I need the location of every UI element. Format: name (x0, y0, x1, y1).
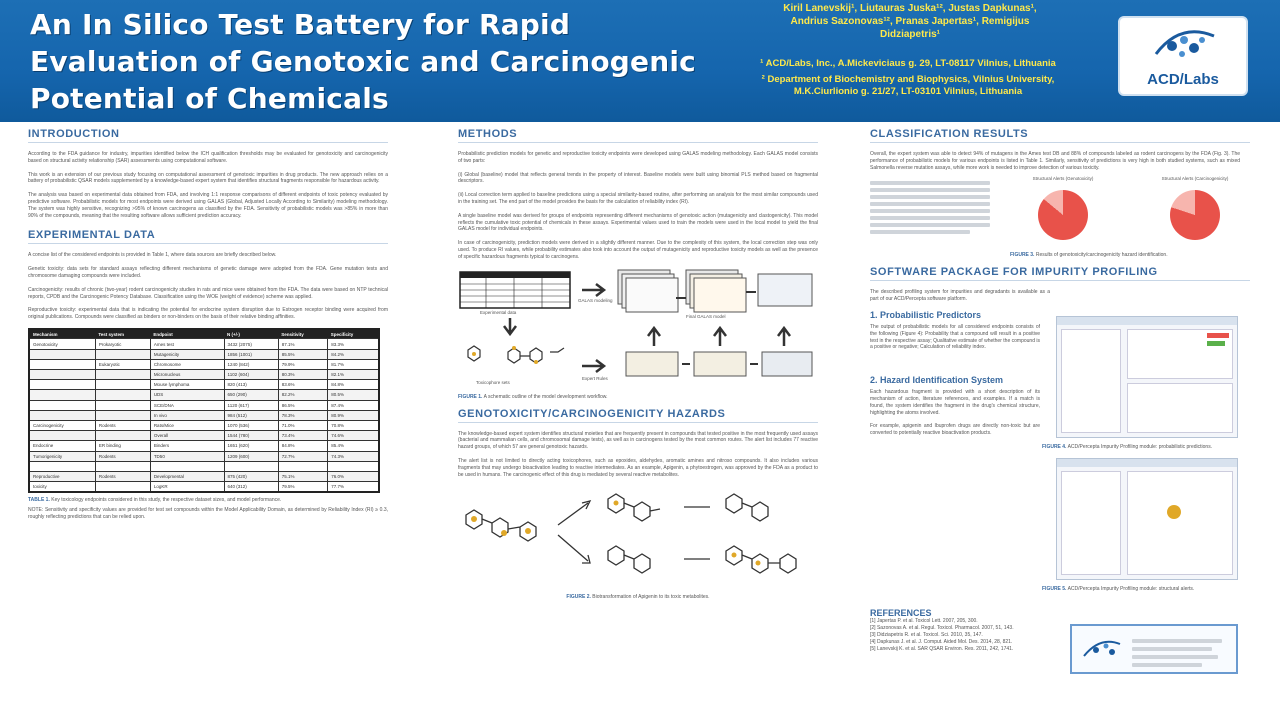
table-cell: 83.3% (328, 339, 379, 349)
table-cell: 1120 (617) (224, 400, 278, 410)
probabilistic-predictors-heading: 1. Probabilistic Predictors (870, 309, 982, 320)
table-cell: SCE/DNA (150, 400, 224, 410)
table-row (29, 441, 379, 451)
methods-paragraph-1: Probabilistic prediction models for genetic and reproductive toxicity endpoints were developed using GALAS modeling methodology. Each GALAS model consists of two parts: (458, 151, 818, 164)
methods-paragraph-4: A single baseline model was derived for groups of endpoints representing different mechanisms of genotoxic action (mutagenicity and clastogenicity). This model reflects the cumulative toxic potential of chemicals in these assays. Experimental values used to train the models were used in the local model to yield the final GALAS model for individual endpoints. (458, 212, 818, 233)
table-cell (278, 461, 327, 471)
figure-5-caption-label: FIGURE 5. (1042, 586, 1067, 592)
table-cell (29, 410, 95, 420)
table-cell (95, 370, 150, 380)
table-cell: Micronucleus (150, 370, 224, 380)
logo-brand-text: ACD/Labs (1147, 71, 1219, 88)
intro-paragraph-2: This work is an extension of our previous study focusing on computational assessment of genotoxic impurities in drug products. The new approach relies on a battery of probabilistic QSAR models supplemented by a knowledge-based expert system that identifies structural fragments responsible for hazardous activity. (28, 171, 388, 185)
table-cell: Rodents (95, 420, 150, 430)
table-cell (29, 461, 95, 471)
table-cell: 1240 (842) (224, 359, 278, 369)
workflow-figure (458, 268, 818, 390)
pie-label-genotoxicity: Structural Alerts (Genotoxicity) (1032, 176, 1094, 182)
table-cell: Developmental (150, 471, 224, 481)
genotoxicity-heading: GENOTOXICITY/CARCINOGENICITY HAZARDS (458, 408, 818, 423)
table-cell: Mutagenicity (150, 349, 224, 359)
table-header-cell: Specificity (328, 329, 379, 339)
label-final-galas-model: Final GALAS model (686, 313, 726, 319)
table-cell: 984 (512) (224, 410, 278, 420)
table-cell: 73.4% (278, 431, 327, 441)
table-header-cell: Test system (95, 329, 150, 339)
table-cell (29, 400, 95, 410)
table-cell (95, 431, 150, 441)
references-heading: REFERENCES (870, 608, 932, 618)
label-expert-rules: Expert Rules (582, 375, 608, 381)
poster-affiliations (758, 58, 1058, 99)
table-cell: 1209 (600) (224, 451, 278, 461)
genotoxicity-paragraph-2: The alert list is not limited to directly acting toxicophores, such as epoxides, aldehydes, aromatic amines and nitroso compounds. It also includes various fragments that may undergo bioactivation leading to reactive intermediates. As an example, Apigenin, a phytoestrogen, was approved by the FDA as a product to be used in humans. The carcinogenic effect of this drug is mediated by several reactive metabolites. (458, 457, 818, 478)
figure-2-caption-label: FIGURE 2. (566, 594, 591, 601)
table-cell: 875 (420) (224, 471, 278, 481)
table-body (29, 339, 379, 492)
table-cell: 77.7% (328, 482, 379, 492)
classification-pie-figure (870, 176, 1250, 248)
reference-item: [1] Japertas P. et al. Toxicol Lett. 2007, 205, 300. (870, 618, 978, 624)
column-right (870, 128, 1250, 652)
figure-2-caption (458, 594, 818, 600)
table-cell: 1102 (604) (224, 370, 278, 380)
table-cell: 1856 (1001) (224, 349, 278, 359)
table-cell: Prokaryotic (95, 339, 150, 349)
table-cell: 76.0% (328, 471, 379, 481)
table-row (29, 370, 379, 380)
poster-title: An In Silico Test Battery for Rapid Evaluation of Genotoxic and Carcinogenic Potential of Chemicals (30, 8, 696, 115)
table-cell: 84.2% (328, 349, 379, 359)
intro-paragraph-1: According to the FDA guidance for industry, impurities identified below the ICH qualification thresholds may be evaluated for genotoxicity and carcinogenicity based on structural activity relationship (SAR) assessments using computational software. (28, 151, 388, 164)
pie-label-carcinogenicity: Structural Alerts (Carcinogenicity) (1161, 176, 1229, 182)
hazard-identification-paragraph-2: For example, apigenin and Ibuprofen drugs are directly non-toxic but are converted to potentially reactive bioactivation products. (870, 423, 1040, 437)
table-cell: 74.3% (328, 451, 379, 461)
table-cell: Endocrine (29, 441, 95, 451)
table-cell (95, 349, 150, 359)
figure-5-caption-text: ACD/Percepta Impurity Profiling module: structural alerts. (1067, 586, 1195, 592)
classification-paragraph: Overall, the expert system was able to detect 94% of mutagens in the Ames test DB and 88% of compounds labeled as rodent carcinogens by the FDA (Fig. 3). The performance of probabilistic models for various endpoints is listed in Table 1. Similarly, sensitivity of predictions is very high in both studied systems, such as mixed Salmonella reverse mutation assays, while more work is needed to improve detection of various toxicity. (870, 151, 1240, 171)
table-caption (28, 497, 388, 503)
table-cell (95, 400, 150, 410)
label-experimental-data: Experimental data (480, 309, 517, 315)
table-cell: 75.1% (278, 471, 327, 481)
column-left (28, 128, 388, 527)
table-cell: Rats/Mice (150, 420, 224, 430)
table-row (29, 420, 379, 430)
table-cell (29, 380, 95, 390)
table-cell: 84.8% (328, 380, 379, 390)
table-cell: 86.5% (278, 400, 327, 410)
table-cell: 87.1% (278, 339, 327, 349)
experimental-paragraph-3: Carcinogenicity: results of chronic (two-year) rodent carcinogenicity studies in rats and mice were obtained from the FDA. The data were based on NTP technical reports, CPDB and the Carcinogenic Potency Database. Classification using the WOE (weight of evidence) scheme was applied. (28, 286, 388, 300)
table-cell: 70.8% (328, 420, 379, 430)
reference-item: [2] Sazonovas A. et al. Regul. Toxicol. Pharmacol. 2007, 51, 143. (870, 625, 1014, 631)
table-row (29, 482, 379, 492)
table-cell: 820 (413) (224, 380, 278, 390)
table-cell (95, 390, 150, 400)
poster-header (0, 0, 1280, 122)
table-cell: 1070 (536) (224, 420, 278, 430)
figure-2-caption-text: Biotransformation of Apigenin to its toxic metabolites. (592, 594, 710, 601)
experimental-paragraph-4: Reproductive toxicity: experimental data that is indicating the potential for endocrine system disruption due to Estrogen receptor binding were acquired from original publications. Compounds were classified as binders or non-binders on the basis of their relative binding affinities. (28, 307, 388, 321)
table-cell: Ames test (150, 339, 224, 349)
table-note: NOTE: Sensitivity and specificity values are provided for test set compounds within the Model Applicability Domain, as determined by Reliability Index (RI) ≥ 0.3, roughly reflecting predictions that can be relied upon. (28, 506, 388, 520)
label-galas-modeling: GALAS modeling (578, 297, 613, 303)
figure-3-caption (1010, 252, 1250, 258)
table-cell: In vivo (150, 410, 224, 420)
experimental-heading: EXPERIMENTAL DATA (28, 229, 388, 244)
table-cell: 1651 (620) (224, 441, 278, 451)
table-cell: Carcinogenicity (29, 420, 95, 430)
table-row (29, 451, 379, 461)
table-cell (95, 482, 150, 492)
hazard-identification-paragraph-1: Each hazardous fragment is provided with a short description of its mechanism of action, literature references, and examples. If a match is found, the system identifies the fragment in the drug's chemical structure, highlighting the atoms involved. (870, 389, 1040, 416)
table-cell: 78.3% (278, 410, 327, 420)
table-cell: Overall (150, 431, 224, 441)
table-cell: 80.3% (278, 370, 327, 380)
toxicophore-structures-graphic (468, 346, 564, 364)
table-cell: 87.4% (328, 400, 379, 410)
software-paragraph: The described profiling system for impurities and degradants is available as a part of our ACD/Percepta software platform. (870, 289, 1050, 303)
table-cell: 85.5% (278, 349, 327, 359)
table-caption-text: Key toxicology endpoints considered in this study, the respective dataset sizes, and model performance. (51, 496, 282, 503)
classification-heading: CLASSIFICATION RESULTS (870, 128, 1250, 143)
table-row (29, 410, 379, 420)
table-cell: 85.4% (328, 441, 379, 451)
figure-3-caption-text: Results of genotoxicity/carcinogenicity hazard identification. (1035, 252, 1168, 259)
footer-logo-box (1070, 624, 1238, 674)
experimental-data-table-graphic (460, 272, 570, 308)
table-cell: Mouse lymphoma (150, 380, 224, 390)
table-cell (95, 410, 150, 420)
software-screenshot-probabilistic (1056, 316, 1238, 438)
intro-paragraph-3: The analysis was based on experimental data obtained from FDA, and involving 1:1 response comparisons of different endpoints of toxic potency evaluated by predictive software. Probabilistic models for most endpoints were derived using GALAS (Global, Adjusted Locally According to Similarity) modeling methodology. The system was highly sensitive, recognizing >95% of known carcinogens as classified by the FDA. Sensitivity of probabilistic models was >85% in more than 90% of the compounds, meaning that the resulting software allows sufficient prediction accuracy. (28, 192, 388, 219)
table-cell (29, 370, 95, 380)
software-screenshot-alerts (1056, 458, 1238, 580)
probabilistic-predictors-paragraph: The output of probabilistic models for all considered endpoints consists of the following (Figure 4): Probability that a compound will result in a positive test in the respective assay; Qualitative estimate of whether the compound is a positive or negative; Calculation of reliability index. (870, 323, 1040, 351)
table-cell: 71.0% (278, 420, 327, 430)
table-header-cell: Mechanism (29, 329, 95, 339)
table-cell (29, 390, 95, 400)
table-cell: LogKR (150, 482, 224, 492)
methods-heading: METHODS (458, 128, 818, 143)
table-cell (29, 359, 95, 369)
table-cell: Chromosome (150, 359, 224, 369)
table-cell: 82.2% (278, 390, 327, 400)
genotoxicity-paragraph-1: The knowledge-based expert system identifies structural moieties that are frequently present in compounds that tested positive in the most frequently used assays (bacterial and mammalian cells, and chromosomal damage tests), as well as in carcinogens tested by the most common routes. The alert list includes 77 reactive hazard groups, of which 57 are general genotoxic hazards. (458, 430, 818, 451)
table-cell: UDS (150, 390, 224, 400)
figure-1-caption-text: A schematic outline of the model development workflow. (483, 393, 608, 400)
table-cell: Tumorigenicity (29, 451, 95, 461)
acd-labs-logo (1118, 16, 1248, 96)
figure-3-caption-label: FIGURE 3. (1010, 252, 1035, 259)
figure-4-caption-text: ACD/Percepta Impurity Profiling module: probabilistic predictions. (1067, 444, 1213, 450)
table-header-cell: Endpoint (150, 329, 224, 339)
table-cell: 80.9% (328, 410, 379, 420)
table-cell: Binders (150, 441, 224, 451)
table-cell: 82.1% (328, 370, 379, 380)
table-cell: ER binding (95, 441, 150, 451)
figure-1-caption (458, 394, 818, 400)
reference-item: [3] Didziapetris R. et al. Toxicol. Sci. 2010, 35, 147. (870, 632, 983, 638)
table-cell: 80.5% (328, 390, 379, 400)
endpoints-table (28, 328, 380, 493)
experimental-paragraph-2: Genetic toxicity: data sets for standard assays reflecting different mechanisms of genetic damage were adopted from the FDA. Gene mutation tests and chromosome damaging compounds were included. (28, 266, 388, 279)
table-cell: Rodents (95, 451, 150, 461)
table-cell: 84.8% (278, 441, 327, 451)
table-cell: 81.7% (328, 359, 379, 369)
table-cell: 640 (312) (224, 482, 278, 492)
table-row (29, 400, 379, 410)
table-cell (95, 380, 150, 390)
table-row (29, 461, 379, 471)
figure-5-caption (1042, 586, 1242, 592)
molecule-logo-icon (1150, 24, 1220, 68)
table-cell: 72.7% (278, 451, 327, 461)
methods-paragraph-2: (i) Global (baseline) model that reflects general trends in the property of interest. Baseline models were built using binomial PLS method based on fragmental descriptors. (458, 171, 818, 185)
table-cell: 79.9% (278, 359, 327, 369)
software-heading: SOFTWARE PACKAGE FOR IMPURITY PROFILING (870, 266, 1250, 281)
table-cell: 650 (290) (224, 390, 278, 400)
footer-logo-icon (1082, 636, 1122, 664)
table-row (29, 339, 379, 349)
table-cell: 79.5% (278, 482, 327, 492)
table-cell: toxicity (29, 482, 95, 492)
table-row (29, 471, 379, 481)
table-header-cell: N (+/-) (224, 329, 278, 339)
workflow-diagram (458, 268, 818, 390)
table-cell: Genotoxicity (29, 339, 95, 349)
carcinogenicity-pie-chart (1170, 190, 1220, 240)
experimental-paragraph-1: A concise list of the considered endpoints is provided in Table 1, where data sources are briefly described below. (28, 252, 277, 259)
reference-item: [4] Dapkunas J. et al. J. Comput. Aided Mol. Des. 2014, 28, 821. (870, 639, 1013, 645)
hazard-identification-heading: 2. Hazard Identification System (870, 375, 1004, 386)
table-cell: Rodents (95, 471, 150, 481)
table-cell (29, 349, 95, 359)
methods-paragraph-3: (ii) Local correction term applied to baseline predictions using a special similarity-based routine, after performing an analysis for the most similar compounds used in the training set. The end part of the model provides the basis for the calculation of reliability index (RI). (458, 192, 818, 205)
table-row (29, 349, 379, 359)
table-cell (328, 461, 379, 471)
reference-item: [5] Lanevskij K. et al. SAR QSAR Environ. Res. 2011, 242, 1741. (870, 646, 1014, 652)
table-row (29, 359, 379, 369)
affiliation-1: ¹ ACD/Labs, Inc., A.Mickeviciaus g. 29, LT-08117 Vilnius, Lithuania (760, 58, 1056, 69)
table-cell (150, 461, 224, 471)
genotoxicity-pie-chart (1038, 190, 1088, 240)
table-header-cell: Sensitivity (278, 329, 327, 339)
table-cell: 1544 (780) (224, 431, 278, 441)
table-cell (29, 431, 95, 441)
table-row (29, 431, 379, 441)
intro-heading: INTRODUCTION (28, 128, 388, 143)
column-middle (458, 128, 818, 604)
biotransformation-figure (458, 485, 818, 585)
table-header-row (29, 329, 379, 339)
table-cell: 74.6% (328, 431, 379, 441)
table-row (29, 390, 379, 400)
methods-paragraph-5: In case of carcinogenicity, prediction models were derived in a slightly different manner. Due to the complexity of this system, the local correction step was only used. To produce RI values, while probability estimates also took into account the output of mutagenicity and reproductive toxicity models as well as the presence of specific hazardous fragments typical to carcinogens. (458, 240, 818, 260)
table-cell: Reproductive (29, 471, 95, 481)
table-cell: 83.6% (278, 380, 327, 390)
table-cell: 3432 (2075) (224, 339, 278, 349)
table-cell (224, 461, 278, 471)
poster-authors: Kiril Lanevskij¹, Liutauras Juska¹², Justas Dapkunas¹, Andrius Sazonovas¹², Pranas Japertas¹, Remigijus Didziapetris¹ (783, 3, 1037, 40)
label-toxicophore-sets: Toxicophore sets (476, 379, 510, 385)
table-caption-label: TABLE 1. (28, 496, 50, 503)
figure-1-caption-label: FIGURE 1. (458, 393, 483, 400)
table-row (29, 380, 379, 390)
references-list (870, 618, 1060, 653)
affiliation-2: ² Department of Biochemistry and Biophysics, Vilnius University, M.K.Ciurlionio g. 21/27, LT-03101 Vilnius, Lithuania (761, 73, 1055, 97)
figure-4-caption (1042, 444, 1242, 450)
figure-4-caption-label: FIGURE 4. (1042, 444, 1067, 450)
table-cell (95, 461, 150, 471)
table-cell: Eukaryotic (95, 359, 150, 369)
table-cell: TD50 (150, 451, 224, 461)
